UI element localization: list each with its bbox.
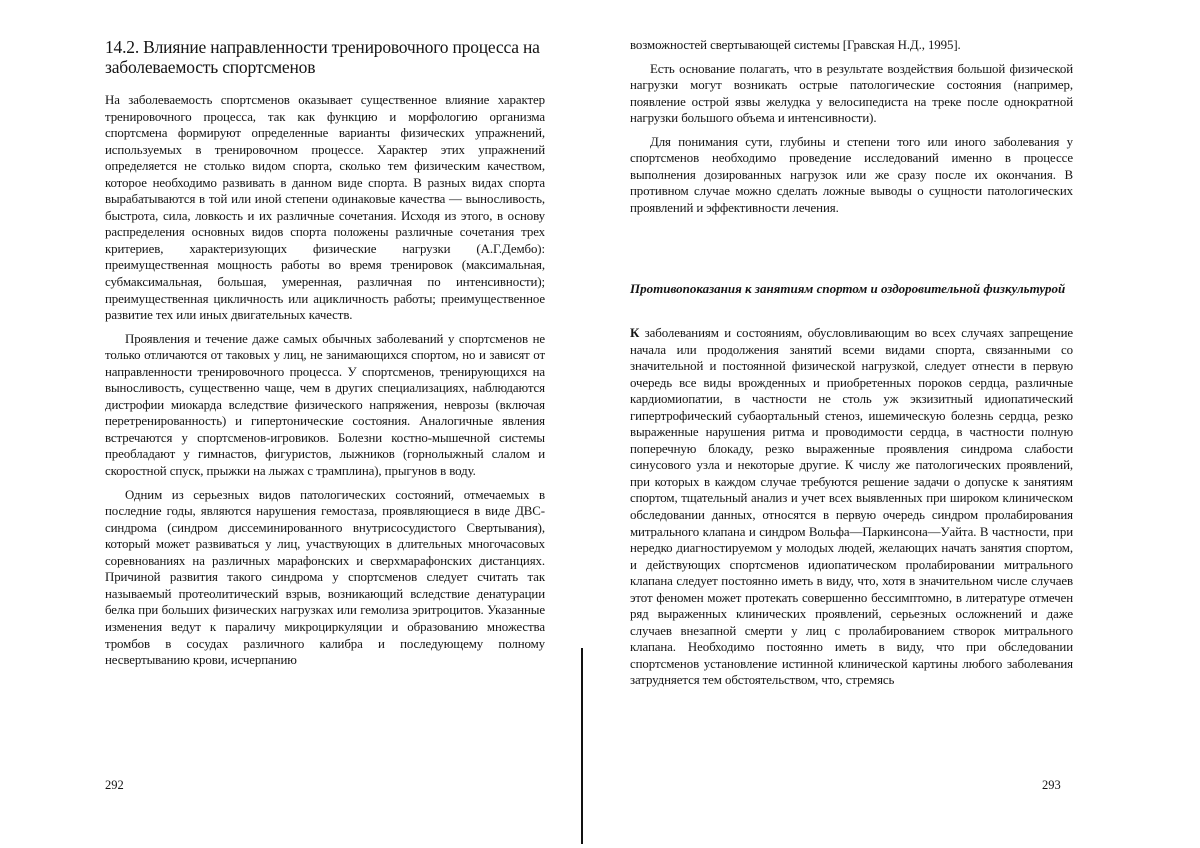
paragraph: Проявления и течение даже самых обычных заболеваний у спортсменов не только отличаются от таковых у лиц, не занимающихся спортом, но и зависят от направленности тренировочного процесса. У спортсменов, тренирующихся на выносливость, существенно чаще, чем в других специализациях, наблюдаются дистрофии миокарда вследствие физического напряжения, неврозы (включая перетренированность) и гипертонические состояния. Аналогичные явления встречаются у спортсменов-игровиков. Болезни костно-мышечной системы преобладают у гимнастов, фигуристов, лыжников (горнолыжный слалом и скоростной спуск, прыжки на лыжах с трамплина), прыгунов в воду. — [105, 331, 545, 479]
paragraph: На заболеваемость спортсменов оказывает существенное влияние характер тренировочного процесса, так как функцию и морфологию организма спортсмена формируют определенные варианты физических упражнений, используемых в тренировочном процессе. Характер этих упражнений определяется не столько видом спорта, сколько тем физическим качеством, которое необходимо развивать в данном виде спорта. В разных видах спорта вырабатываются в той или иной степени одинаковые качества — выносливость, быстрота, сила, ловкость и их различные сочетания. Исходя из этого, в основу распределения основных видов спорта положены различные сочетания трех критериев, характеризующих физические нагрузки (А.Г.Дембо): преимущественная мощность работы во время тренировок (максимальная, субмаксимальная, большая, умеренная, различная по интенсивности); преимущественная цикличность или ацикличность работы; преимущественное развитие тех или иных двигательных качеств. — [105, 93, 545, 323]
paragraph-body: заболеваниям и состояниям, обусловливающим во всех случаях запрещение начала или продолжения занятий всеми видами спорта, связанными со значительной и постоянной физической нагрузкой, следует отнести в первую очередь все виды врожденных и приобретенных пороков сердца, различные кардиомиопатии, в частности не столь уж экзизитный идиопатический гипертрофический субаортальный стеноз, ишемическую болезнь сердца, резко выраженные нарушения ритма и проводимости сердца, в частности полную поперечную блокаду, резко выраженные проявления синдрома слабости синусового узла и некоторые другие. К числу же патологических проявлений, при которых в каждом случае требуются решение задачи о допуске к занятиям спортом, тщательный анализ и учет всех выявленных при широком клиническом обследовании данных, относятся в первую очередь синдром пролабирования митрального клапана и синдром Вольфа—Паркинсона—Уайта. В частности, при нередко диагностируемом у молодых людей, желающих начать занятия спортом, и действующих спортсменов идиопатическом пролабировании митрального клапана следует постоянно иметь в виду, что, хотя в значительном числе случаев этот феномен может протекать совершенно бессимптомно, в литературе отмечен ряд выраженных клинических проявлений, серьезных осложнений и даже случаев внезапной смерти у лиц с пролабированием створок митрального клапана. Необходимо постоянно иметь в виду, что при обследовании спортсменов установление истинной клинической картины любого заболевания затрудняется тем обстоятельством, что, стремясь — [630, 326, 1073, 688]
paragraph — [630, 325, 1073, 689]
paragraph: Для понимания сути, глубины и степени того или иного заболевания у спортсменов необходимо проведение исследований именно в процессе выполнения дозированных нагрузок или же сразу после их окончания. В противном случае можно сделать ложные выводы о сущности патологических проявлений и эффективности лечения. — [630, 134, 1073, 215]
right-page — [630, 0, 1073, 848]
section-subheading: Противопоказания к занятиям спортом и оздоровительной физкультурой — [630, 281, 1066, 296]
page-divider — [581, 648, 583, 844]
left-page — [105, 0, 545, 848]
paragraph: возможностей свертывающей системы [Гравская Н.Д., 1995]. — [630, 38, 961, 52]
chapter-title: 14.2. Влияние направленности тренировочного процесса на заболеваемость спортсменов — [105, 37, 540, 77]
paragraph-initial: К — [630, 326, 640, 340]
right-body-text-top — [630, 37, 1073, 223]
left-body-text — [105, 92, 545, 676]
right-body-text-main — [630, 325, 1073, 696]
page-number: 292 — [105, 778, 124, 792]
paragraph: Одним из серьезных видов патологических состояний, отмечаемых в последние годы, являются нарушения гемостаза, проявляющиеся в виде ДВС-синдрома (синдром диссеминированного внутрисосудистого Свертывания), который может развиваться у лиц, участвующих в длительных многочасовых соревнованиях на различных марафонских и сверхмарафонских дистанциях. Причиной развития такого синдрома у спортсменов следует считать так называемый протеолитический взрыв, возникающий вследствие денатурации белка при больших физических нагрузках или гемолиза эритроцитов. Указанные изменения ведут к параличу микроциркуляции и образованию множества тромбов в сосудах различного калибра и последующему полному несвертыванию крови, исчерпанию — [105, 487, 545, 668]
paragraph: Есть основание полагать, что в результате воздействия большой физической нагрузки могут возникать острые патологические состояния (например, появление острой язвы желудка у велосипедиста на треке после однократной нагрузки большого объема и интенсивности). — [630, 61, 1073, 126]
page-number: 293 — [1042, 778, 1061, 792]
